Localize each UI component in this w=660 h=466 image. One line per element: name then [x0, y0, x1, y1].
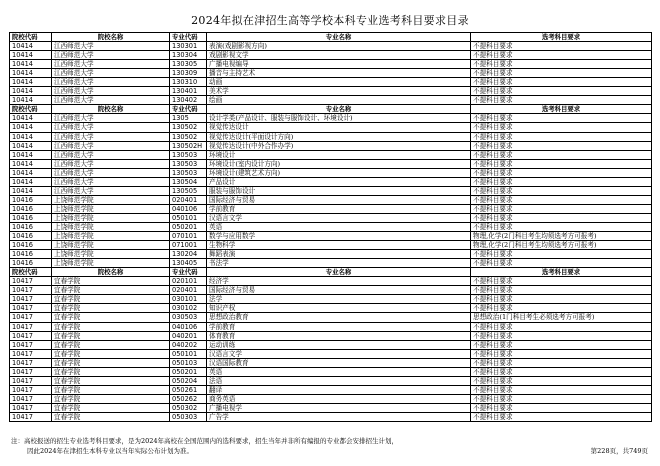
school-code-header: 院校代码: [10, 268, 52, 277]
school-name-cell: 宜春学院: [52, 277, 170, 286]
footnote-line-2: 因此2024年在津招生本科专业以当年实际公布计划为准。: [27, 447, 194, 455]
school-name-cell: 上饶师范学院: [52, 259, 170, 268]
requirement-cell: 不提科目要求: [471, 150, 652, 159]
school-name-cell: 江西师范大学: [52, 78, 170, 87]
requirement-cell: 不提科目要求: [471, 286, 652, 295]
requirement-cell: 不提科目要求: [471, 385, 652, 394]
major-code-cell: 050101: [170, 213, 207, 222]
table-row: [10, 322, 652, 331]
major-code-cell: 130304: [170, 51, 207, 60]
requirement-cell: 不提科目要求: [471, 177, 652, 186]
school-name-cell: 上饶师范学院: [52, 250, 170, 259]
major-code-header: 专业代码: [170, 33, 207, 42]
school-name-cell: 宜春学院: [52, 376, 170, 385]
major-code-cell: 130504: [170, 177, 207, 186]
requirement-cell: 不提科目要求: [471, 412, 652, 421]
requirement-header: 选考科目要求: [471, 33, 652, 42]
requirement-cell: 不提科目要求: [471, 213, 652, 222]
major-code-cell: 030503: [170, 313, 207, 322]
school-code-cell: 10417: [10, 403, 52, 412]
table-row: [10, 87, 652, 96]
requirement-cell: 不提科目要求: [471, 204, 652, 213]
major-name-header: 专业名称: [207, 33, 471, 42]
major-name-cell: 绘画: [207, 96, 471, 105]
school-code-cell: 10416: [10, 259, 52, 268]
school-code-cell: 10417: [10, 376, 52, 385]
major-name-cell: 书法学: [207, 259, 471, 268]
school-code-cell: 10416: [10, 241, 52, 250]
school-code-cell: 10416: [10, 232, 52, 241]
table-row: [10, 259, 652, 268]
school-code-cell: 10416: [10, 204, 52, 213]
major-code-cell: 130502H: [170, 141, 207, 150]
requirement-cell: 不提科目要求: [471, 123, 652, 132]
major-name-cell: 运动训练: [207, 340, 471, 349]
major-code-cell: 050103: [170, 358, 207, 367]
table-row: [10, 213, 652, 222]
school-code-cell: 10417: [10, 295, 52, 304]
major-name-cell: 环境设计(室内设计方向): [207, 159, 471, 168]
requirement-cell: 不提科目要求: [471, 159, 652, 168]
table-row: [10, 241, 652, 250]
school-code-cell: 10416: [10, 222, 52, 231]
major-code-cell: 130309: [170, 69, 207, 78]
requirement-cell: 不提科目要求: [471, 349, 652, 358]
requirement-header: 选考科目要求: [471, 268, 652, 277]
table-row: [10, 331, 652, 340]
school-code-cell: 10417: [10, 394, 52, 403]
table-row: [10, 313, 652, 322]
table-row: [10, 69, 652, 78]
major-code-cell: 030101: [170, 295, 207, 304]
school-name-cell: 江西师范大学: [52, 150, 170, 159]
requirement-cell: 不提科目要求: [471, 259, 652, 268]
school-name-header: 院校名称: [52, 105, 170, 114]
requirement-cell: 不提科目要求: [471, 186, 652, 195]
table-row: [10, 141, 652, 150]
school-name-cell: 江西师范大学: [52, 69, 170, 78]
table-row: [10, 222, 652, 231]
school-code-cell: 10414: [10, 150, 52, 159]
table-row: [10, 132, 652, 141]
requirements-table: [9, 32, 652, 422]
major-code-cell: 130301: [170, 42, 207, 51]
major-code-cell: 130503: [170, 159, 207, 168]
major-name-cell: 体育教育: [207, 331, 471, 340]
table-row: [10, 51, 652, 60]
major-name-cell: 服装与服饰设计: [207, 186, 471, 195]
major-code-cell: 130305: [170, 60, 207, 69]
table-row: [10, 232, 652, 241]
school-name-cell: 上饶师范学院: [52, 232, 170, 241]
major-code-cell: 050101: [170, 349, 207, 358]
school-code-cell: 10417: [10, 304, 52, 313]
school-name-cell: 江西师范大学: [52, 60, 170, 69]
school-name-cell: 上饶师范学院: [52, 195, 170, 204]
major-name-cell: 经济学: [207, 277, 471, 286]
school-name-cell: 上饶师范学院: [52, 222, 170, 231]
major-name-cell: 汉语言文学: [207, 213, 471, 222]
major-name-cell: 数学与应用数学: [207, 232, 471, 241]
major-name-cell: 英语: [207, 367, 471, 376]
school-name-cell: 宜春学院: [52, 304, 170, 313]
major-code-cell: 070101: [170, 232, 207, 241]
table-row: [10, 286, 652, 295]
major-code-cell: 050262: [170, 394, 207, 403]
school-code-cell: 10414: [10, 51, 52, 60]
school-name-cell: 江西师范大学: [52, 159, 170, 168]
requirement-cell: 不提科目要求: [471, 51, 652, 60]
major-code-cell: 040106: [170, 204, 207, 213]
requirement-cell: 物理,化学(2门科目考生均须选考方可报考): [471, 241, 652, 250]
school-code-cell: 10417: [10, 385, 52, 394]
school-code-cell: 10417: [10, 313, 52, 322]
major-code-cell: 130502: [170, 132, 207, 141]
major-name-cell: 播音与主持艺术: [207, 69, 471, 78]
requirement-cell: 不提科目要求: [471, 42, 652, 51]
table-row: [10, 96, 652, 105]
table-row: [10, 394, 652, 403]
school-code-cell: 10414: [10, 114, 52, 123]
school-code-cell: 10417: [10, 286, 52, 295]
major-code-cell: 030102: [170, 304, 207, 313]
school-name-cell: 江西师范大学: [52, 123, 170, 132]
school-name-cell: 江西师范大学: [52, 168, 170, 177]
school-code-cell: 10416: [10, 213, 52, 222]
major-name-cell: 知识产权: [207, 304, 471, 313]
table-row: [10, 204, 652, 213]
requirement-cell: 不提科目要求: [471, 367, 652, 376]
school-code-cell: 10414: [10, 159, 52, 168]
school-name-cell: 宜春学院: [52, 340, 170, 349]
school-name-cell: 宜春学院: [52, 313, 170, 322]
major-code-header: 专业代码: [170, 268, 207, 277]
major-name-cell: 学前教育: [207, 322, 471, 331]
school-name-cell: 宜春学院: [52, 358, 170, 367]
page-number: 第228页，共749页: [590, 447, 648, 455]
school-name-header: 院校名称: [52, 268, 170, 277]
major-name-cell: 环境设计: [207, 150, 471, 159]
major-name-cell: 商务英语: [207, 394, 471, 403]
school-name-cell: 宜春学院: [52, 403, 170, 412]
major-code-cell: 130401: [170, 87, 207, 96]
school-code-cell: 10414: [10, 69, 52, 78]
requirement-cell: 思想政治(1门科目考生必须选考方可报考): [471, 313, 652, 322]
table-row: [10, 376, 652, 385]
major-code-cell: 050261: [170, 385, 207, 394]
major-code-cell: 130310: [170, 78, 207, 87]
major-code-cell: 130502: [170, 123, 207, 132]
requirement-cell: 不提科目要求: [471, 168, 652, 177]
major-name-header: 专业名称: [207, 105, 471, 114]
requirement-cell: 不提科目要求: [471, 96, 652, 105]
school-name-cell: 宜春学院: [52, 349, 170, 358]
requirement-cell: 不提科目要求: [471, 141, 652, 150]
school-name-cell: 江西师范大学: [52, 42, 170, 51]
major-name-cell: 环境设计(建筑艺术方向): [207, 168, 471, 177]
major-code-cell: 130505: [170, 186, 207, 195]
requirement-cell: 不提科目要求: [471, 250, 652, 259]
major-name-cell: 思想政治教育: [207, 313, 471, 322]
major-code-cell: 130204: [170, 250, 207, 259]
school-code-cell: 10417: [10, 349, 52, 358]
table-row: [10, 304, 652, 313]
school-name-cell: 江西师范大学: [52, 96, 170, 105]
school-code-cell: 10417: [10, 331, 52, 340]
major-code-cell: 050303: [170, 412, 207, 421]
school-name-cell: 宜春学院: [52, 385, 170, 394]
major-code-cell: 1305: [170, 114, 207, 123]
requirement-cell: 不提科目要求: [471, 277, 652, 286]
requirement-header: 选考科目要求: [471, 105, 652, 114]
school-code-cell: 10417: [10, 412, 52, 421]
major-name-cell: 学前教育: [207, 204, 471, 213]
school-code-cell: 10417: [10, 277, 52, 286]
major-name-cell: 视觉传达设计(中外合作办学): [207, 141, 471, 150]
school-code-cell: 10414: [10, 42, 52, 51]
major-name-cell: 英语: [207, 222, 471, 231]
major-name-cell: 法学: [207, 295, 471, 304]
major-name-cell: 动画: [207, 78, 471, 87]
major-name-cell: 视觉传达设计(平面设计方向): [207, 132, 471, 141]
school-code-cell: 10414: [10, 87, 52, 96]
school-name-cell: 宜春学院: [52, 286, 170, 295]
school-name-cell: 江西师范大学: [52, 186, 170, 195]
major-code-cell: 020401: [170, 286, 207, 295]
requirement-cell: 不提科目要求: [471, 376, 652, 385]
requirement-cell: 物理,化学(2门科目考生均须选考方可报考): [471, 232, 652, 241]
school-name-cell: 江西师范大学: [52, 114, 170, 123]
table-row: [10, 195, 652, 204]
school-name-cell: 上饶师范学院: [52, 241, 170, 250]
school-name-cell: 江西师范大学: [52, 132, 170, 141]
school-name-cell: 江西师范大学: [52, 87, 170, 96]
table-row: [10, 250, 652, 259]
table-row: [10, 367, 652, 376]
school-code-cell: 10414: [10, 123, 52, 132]
requirement-cell: 不提科目要求: [471, 195, 652, 204]
major-name-cell: 法语: [207, 376, 471, 385]
school-code-cell: 10417: [10, 340, 52, 349]
table-row: [10, 150, 652, 159]
requirement-cell: 不提科目要求: [471, 132, 652, 141]
major-name-cell: 舞蹈表演: [207, 250, 471, 259]
major-code-cell: 050201: [170, 367, 207, 376]
school-code-cell: 10414: [10, 96, 52, 105]
school-code-cell: 10416: [10, 195, 52, 204]
major-code-cell: 050204: [170, 376, 207, 385]
major-code-cell: 130503: [170, 168, 207, 177]
school-code-cell: 10414: [10, 186, 52, 195]
major-code-cell: 040202: [170, 340, 207, 349]
major-name-cell: 国际经济与贸易: [207, 195, 471, 204]
table-row: [10, 60, 652, 69]
school-code-cell: 10414: [10, 141, 52, 150]
major-code-cell: 130405: [170, 259, 207, 268]
major-name-cell: 广告学: [207, 412, 471, 421]
requirement-cell: 不提科目要求: [471, 394, 652, 403]
table-row: [10, 168, 652, 177]
table-row: [10, 349, 652, 358]
school-code-cell: 10414: [10, 60, 52, 69]
major-code-header: 专业代码: [170, 105, 207, 114]
school-name-cell: 江西师范大学: [52, 177, 170, 186]
major-code-cell: 020101: [170, 277, 207, 286]
requirement-cell: 不提科目要求: [471, 403, 652, 412]
requirement-cell: 不提科目要求: [471, 331, 652, 340]
table-row: [10, 159, 652, 168]
school-name-cell: 宜春学院: [52, 394, 170, 403]
school-name-cell: 江西师范大学: [52, 51, 170, 60]
school-name-cell: 宜春学院: [52, 322, 170, 331]
major-name-cell: 国际经济与贸易: [207, 286, 471, 295]
table-row: [10, 412, 652, 421]
school-code-cell: 10414: [10, 177, 52, 186]
major-code-cell: 130503: [170, 150, 207, 159]
table-row: [10, 186, 652, 195]
major-name-cell: 广播电视编导: [207, 60, 471, 69]
footnote-line-1: 注：高校报送的招生专业选考科目要求，是为2024年高校在全国范围内的选科要求，招生当年并非所有编报的专业都会安排招生计划，: [11, 437, 399, 445]
school-code-header: 院校代码: [10, 105, 52, 114]
table-row: [10, 403, 652, 412]
school-code-cell: 10417: [10, 367, 52, 376]
requirement-cell: 不提科目要求: [471, 322, 652, 331]
school-code-header: 院校代码: [10, 33, 52, 42]
requirement-cell: 不提科目要求: [471, 222, 652, 231]
header-row: [10, 33, 652, 42]
table-row: [10, 295, 652, 304]
table-row: [10, 78, 652, 87]
major-code-cell: 020401: [170, 195, 207, 204]
requirement-cell: 不提科目要求: [471, 340, 652, 349]
table-row: [10, 42, 652, 51]
major-name-cell: 广播电视学: [207, 403, 471, 412]
school-name-cell: 宜春学院: [52, 331, 170, 340]
school-code-cell: 10417: [10, 358, 52, 367]
page-title: 2024年拟在津招生高等学校本科专业选考科目要求目录: [191, 14, 469, 27]
requirement-cell: 不提科目要求: [471, 295, 652, 304]
requirement-cell: 不提科目要求: [471, 114, 652, 123]
major-name-cell: 视觉传达设计: [207, 123, 471, 132]
header-row: [10, 105, 652, 114]
major-name-cell: 汉语言文学: [207, 349, 471, 358]
table-row: [10, 123, 652, 132]
school-name-cell: 上饶师范学院: [52, 204, 170, 213]
table-row: [10, 177, 652, 186]
school-code-cell: 10416: [10, 250, 52, 259]
major-name-cell: 汉语国际教育: [207, 358, 471, 367]
table-row: [10, 277, 652, 286]
major-name-cell: 生物科学: [207, 241, 471, 250]
major-name-cell: 设计学类(产品设计、服装与服饰设计、环境设计): [207, 114, 471, 123]
school-code-cell: 10414: [10, 78, 52, 87]
school-code-cell: 10414: [10, 168, 52, 177]
major-code-cell: 050302: [170, 403, 207, 412]
school-code-cell: 10414: [10, 132, 52, 141]
table-row: [10, 358, 652, 367]
requirement-cell: 不提科目要求: [471, 358, 652, 367]
major-name-cell: 戏剧影视文学: [207, 51, 471, 60]
school-name-cell: 宜春学院: [52, 367, 170, 376]
requirement-cell: 不提科目要求: [471, 87, 652, 96]
major-name-header: 专业名称: [207, 268, 471, 277]
school-name-header: 院校名称: [52, 33, 170, 42]
major-code-cell: 040201: [170, 331, 207, 340]
major-code-cell: 071001: [170, 241, 207, 250]
major-name-cell: 翻译: [207, 385, 471, 394]
school-name-cell: 上饶师范学院: [52, 213, 170, 222]
major-code-cell: 040106: [170, 322, 207, 331]
table-row: [10, 385, 652, 394]
major-name-cell: 产品设计: [207, 177, 471, 186]
table-row: [10, 340, 652, 349]
school-name-cell: 宜春学院: [52, 412, 170, 421]
major-name-cell: 表演(戏剧影视方向): [207, 42, 471, 51]
requirement-cell: 不提科目要求: [471, 304, 652, 313]
school-code-cell: 10417: [10, 322, 52, 331]
major-code-cell: 130402: [170, 96, 207, 105]
table-row: [10, 114, 652, 123]
major-code-cell: 050201: [170, 222, 207, 231]
major-name-cell: 美术学: [207, 87, 471, 96]
header-row: [10, 268, 652, 277]
requirement-cell: 不提科目要求: [471, 69, 652, 78]
school-name-cell: 江西师范大学: [52, 141, 170, 150]
requirement-cell: 不提科目要求: [471, 78, 652, 87]
school-name-cell: 宜春学院: [52, 295, 170, 304]
requirement-cell: 不提科目要求: [471, 60, 652, 69]
